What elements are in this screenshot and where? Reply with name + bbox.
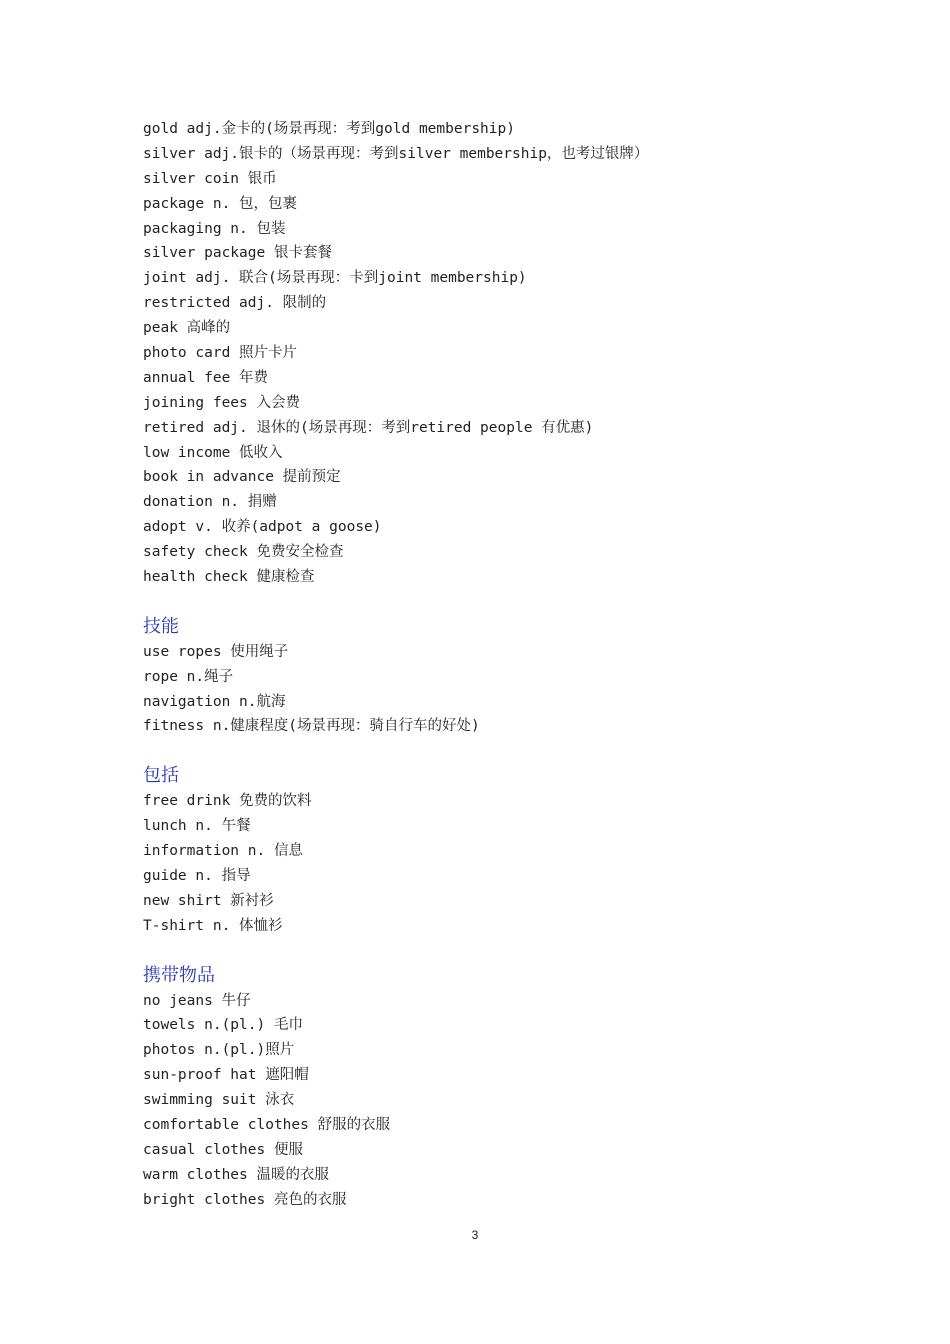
vocab-line: annual fee 年费	[143, 369, 269, 386]
vocab-line: joint adj. 联合(场景再现：卡到joint membership)	[143, 270, 527, 287]
vocab-line: information n. 信息	[143, 843, 303, 860]
vocab-line: health check 健康检查	[143, 569, 315, 586]
vocab-line: book in advance 提前预定	[143, 469, 341, 486]
vocab-line: peak 高峰的	[143, 320, 231, 337]
vocab-line: towels n.(pl.) 毛巾	[143, 1017, 303, 1034]
vocab-line: adopt v. 收养(adpot a goose)	[143, 519, 382, 536]
section-heading-items: 携带物品	[143, 964, 215, 986]
vocab-line: bright clothes 亮色的衣服	[143, 1191, 347, 1208]
vocab-line: gold adj.金卡的(场景再现：考到gold membership)	[143, 121, 515, 137]
vocab-line: safety check 免费安全检查	[143, 544, 344, 561]
vocab-line: photos n.(pl.)照片	[143, 1042, 295, 1059]
vocab-line: comfortable clothes 舒服的衣服	[143, 1116, 391, 1133]
vocab-line: warm clothes 温暖的衣服	[143, 1166, 329, 1183]
vocabulary-content	[143, 117, 843, 1213]
section-heading-skills: 技能	[143, 615, 179, 637]
vocab-line: free drink 免费的饮料	[143, 793, 312, 810]
vocab-line: silver adj.银卡的（场景再现：考到silver membership，也考过银牌）	[143, 145, 649, 162]
vocab-line: new shirt 新衬衫	[143, 892, 274, 909]
vocab-line: photo card 照片卡片	[143, 345, 298, 362]
vocab-line: silver package 银卡套餐	[143, 245, 332, 262]
vocab-line: donation n. 捐赠	[143, 494, 277, 511]
section-skills	[143, 615, 843, 739]
vocab-line: lunch n. 午餐	[143, 818, 251, 835]
vocab-line: retired adj. 退休的(场景再现：考到retired people 有优惠)	[143, 419, 594, 436]
section-items-to-bring	[143, 964, 843, 1213]
vocab-line: sun-proof hat 遮阳帽	[143, 1067, 309, 1084]
vocab-line: navigation n.航海	[143, 693, 286, 710]
vocab-line: fitness n.健康程度(场景再现：骑自行车的好处)	[143, 718, 480, 735]
vocab-line: restricted adj. 限制的	[143, 295, 327, 312]
section-heading-includes: 包括	[143, 765, 179, 787]
vocab-line: packaging n. 包装	[143, 220, 286, 237]
vocab-line: guide n. 指导	[143, 867, 251, 884]
section-membership	[143, 117, 843, 590]
section-includes	[143, 764, 843, 938]
vocab-line: casual clothes 便服	[143, 1141, 303, 1158]
vocab-line: joining fees 入会费	[143, 394, 300, 411]
vocab-line: swimming suit 泳衣	[143, 1092, 295, 1109]
vocab-line: package n. 包，包裹	[143, 195, 298, 212]
page-number: 3	[471, 1228, 479, 1242]
vocab-line: silver coin 银币	[143, 170, 277, 187]
vocab-line: use ropes 使用绳子	[143, 643, 289, 660]
vocab-line: no jeans 牛仔	[143, 992, 251, 1009]
vocab-line: low income 低收入	[143, 444, 283, 461]
vocab-line: rope n.绳子	[143, 668, 234, 685]
vocab-line: T-shirt n. 体恤衫	[143, 917, 283, 934]
